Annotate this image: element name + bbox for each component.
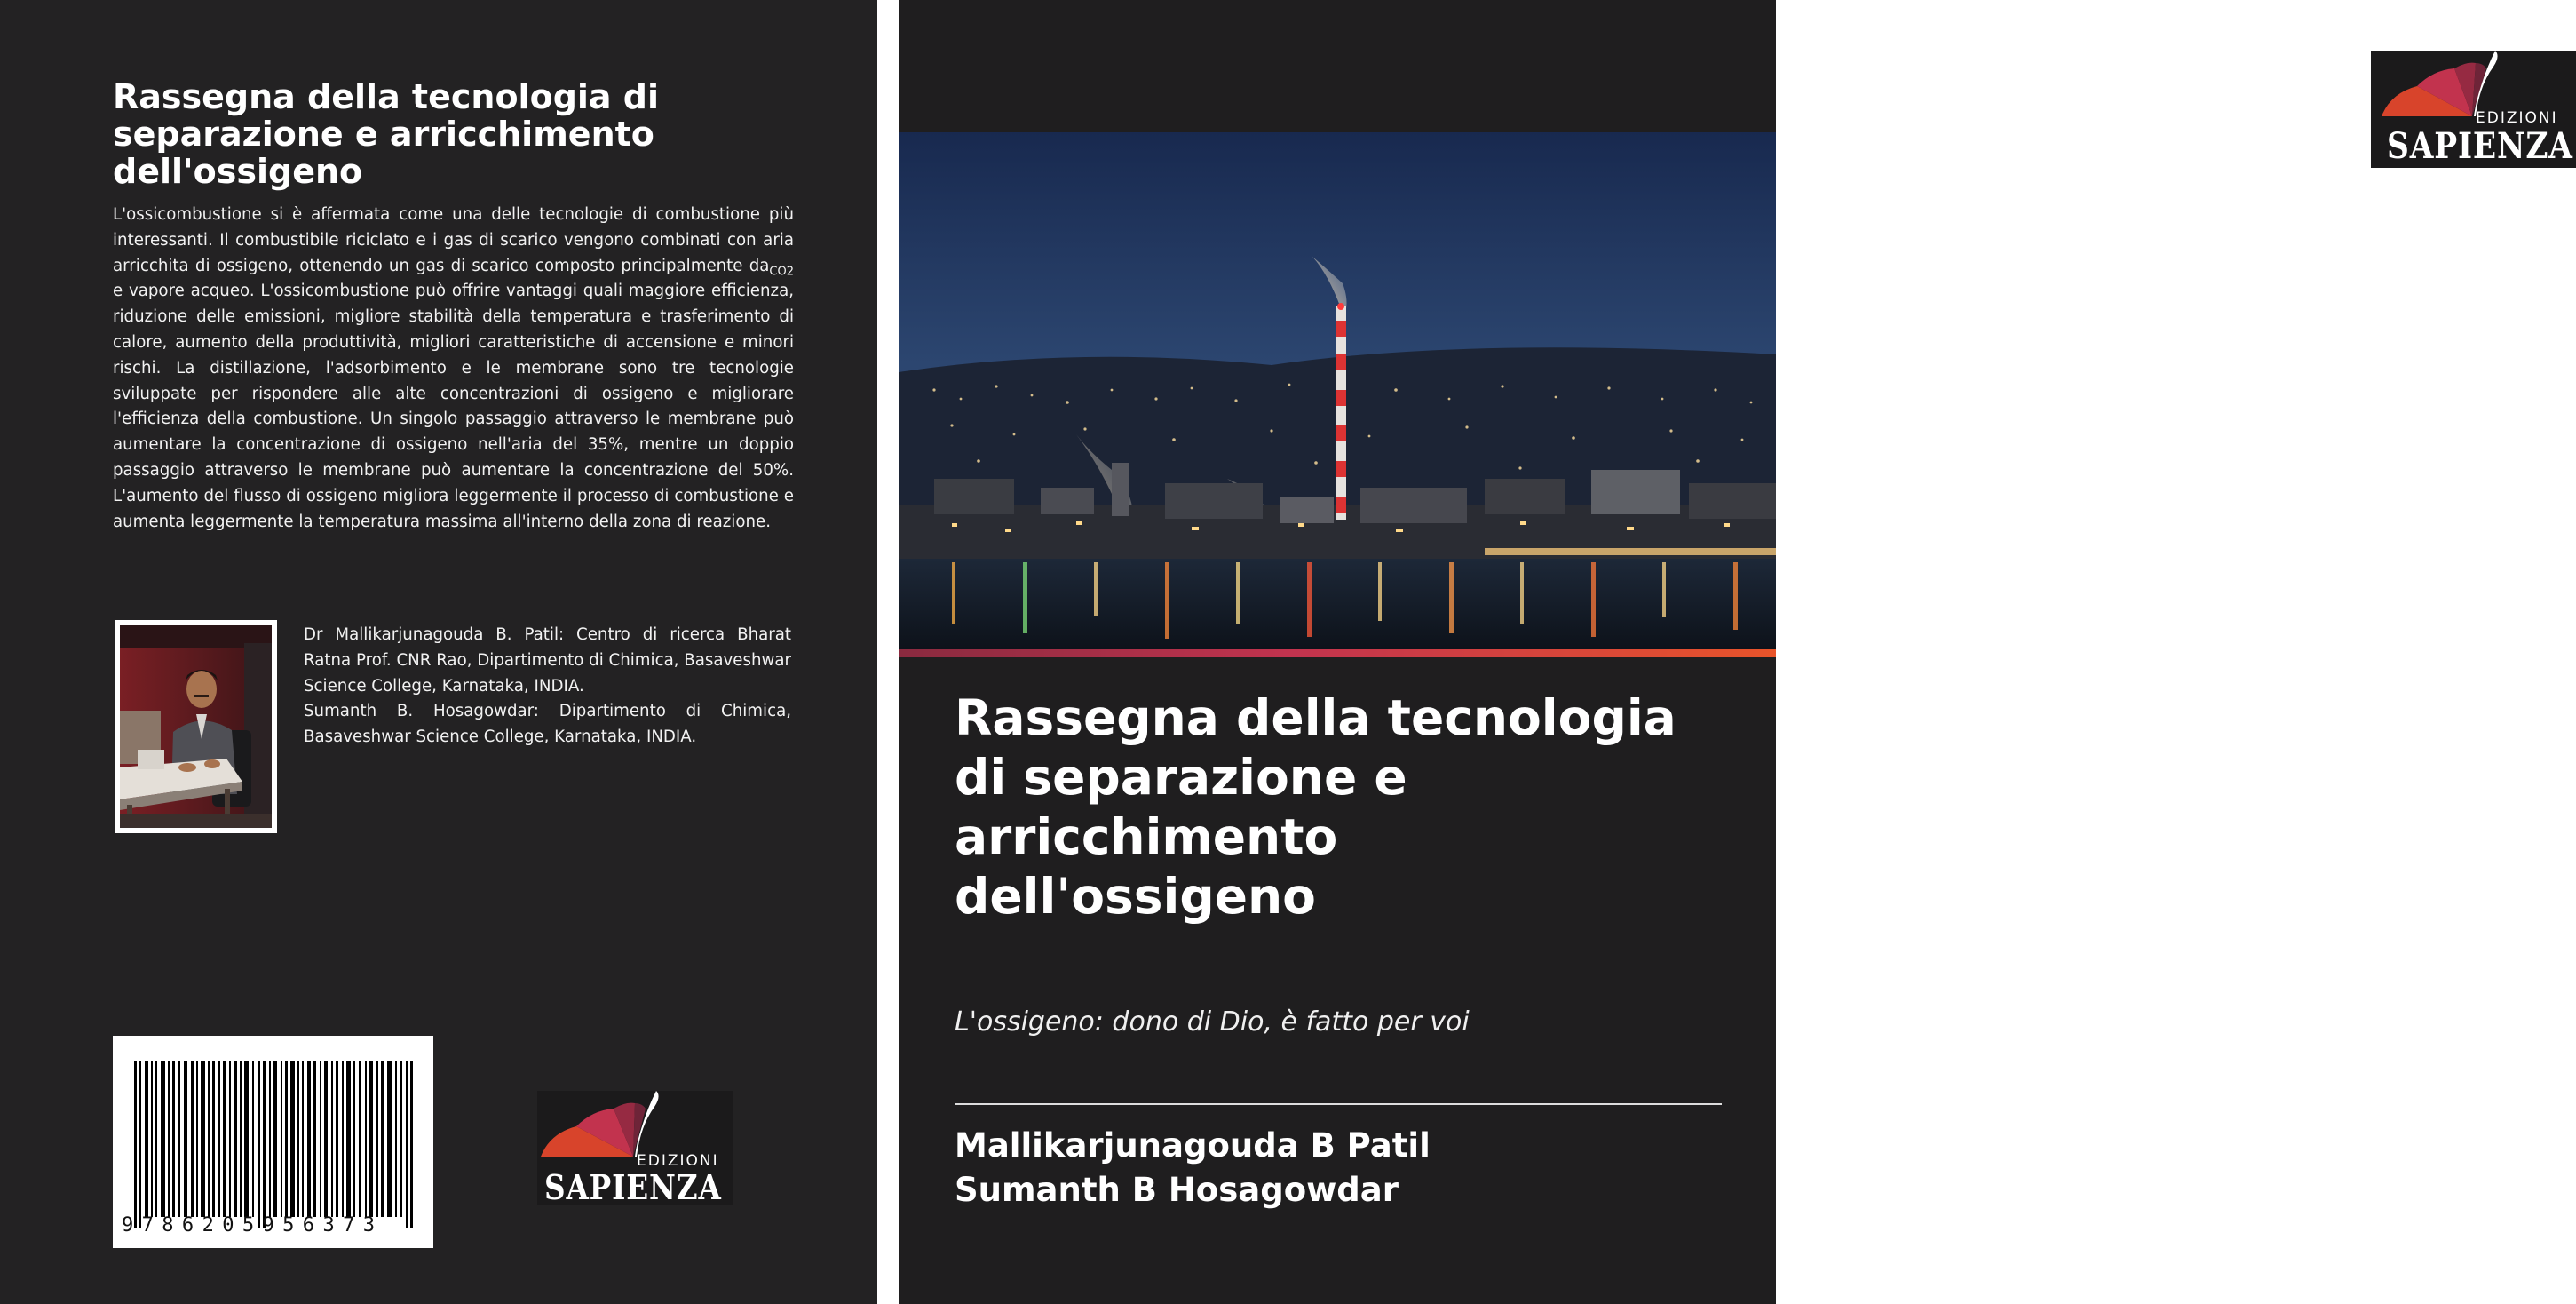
author-bio <box>304 623 791 751</box>
night-industrial-city-photo-icon <box>899 132 1776 649</box>
spine-gap <box>877 0 899 1304</box>
logo-edizioni-text: EDIZIONI <box>2476 109 2558 127</box>
publisher-logo-back <box>537 1091 733 1205</box>
author-portrait-photo-icon <box>120 625 272 828</box>
front-cover <box>899 0 2573 1304</box>
back-cover-abstract <box>113 203 794 535</box>
front-cover-authors <box>955 1124 1718 1213</box>
title-divider <box>955 1103 1722 1105</box>
abstract-text-part1: L'ossicombustione si è affermata come una delle tecnologie di combustione più interessanti. Il combustibile riciclato e i gas di scarico vengono combinati con aria arricchita di ossigeno, ottenendo un gas di scarico composto principalmente da <box>113 205 794 275</box>
author-bio-second: Sumanth B. Hosagowdar: Dipartimento di Chimica, Basaveshwar Science College, Karnataka, INDIA. <box>304 702 791 747</box>
back-cover-title: Rassegna della tecnologia di separazione e arricchimento dell'ossigeno <box>113 77 660 191</box>
logo-sapienza-text: SAPIENZA <box>544 1167 722 1207</box>
author-name: Mallikarjunagouda B Patil <box>955 1126 1431 1165</box>
cover-photo <box>899 132 1776 649</box>
abstract-subscript-co2: CO2 <box>769 265 794 279</box>
author-bio-first: Dr Mallikarjunagouda B. Patil: Centro di ricerca Bharat Ratna Prof. CNR Rao, Dipartimento di Chimica, Basaveshwar Science College, Karnataka, INDIA. <box>304 625 791 696</box>
front-cover-subtitle: L'ossigeno: dono di Dio, è fatto per voi <box>955 1006 1470 1038</box>
logo-edizioni-text: EDIZIONI <box>637 1152 719 1170</box>
logo-sapienza-text: SAPIENZA <box>2387 125 2573 167</box>
publisher-logo-front <box>2371 51 2576 168</box>
back-cover <box>0 0 877 1304</box>
author-name: Sumanth B Hosagowdar <box>955 1171 1399 1209</box>
isbn-barcode <box>113 1036 433 1248</box>
abstract-text-part2: e vapore acqueo. L'ossicombustione può offrire vantaggi quali maggiore efficienza, riduzione delle emissioni, migliore stabilità della temperatura e trasferimento di calore, aumento della produttività, migliori caratteristiche di accensione e minori rischi. La distillazione, l'adsorbimento e le membrane sono tre tecnologie sviluppate per rispondere alle alte concentrazioni di ossigeno e migliorare l'efficienza della combustione. Un singolo passaggio attraverso le membrane può aumentare la concentrazione di ossigeno nell'aria del 35%, mentre un doppio passaggio attraverso le membrane può aumentare la concentrazione del 50%. L'aumento del flusso di ossigeno migliora leggermente il processo di combustione e aumenta leggermente la temperatura massima all'interno della zona di reazione. <box>113 282 794 531</box>
cover-accent-stripe <box>899 649 1776 657</box>
front-cover-title: Rassegna della tecnologia di separazione e arricchimento dell'ossigeno <box>955 689 1676 925</box>
author-photo <box>115 620 277 833</box>
barcode-digits: 9786205956373 <box>122 1214 384 1236</box>
